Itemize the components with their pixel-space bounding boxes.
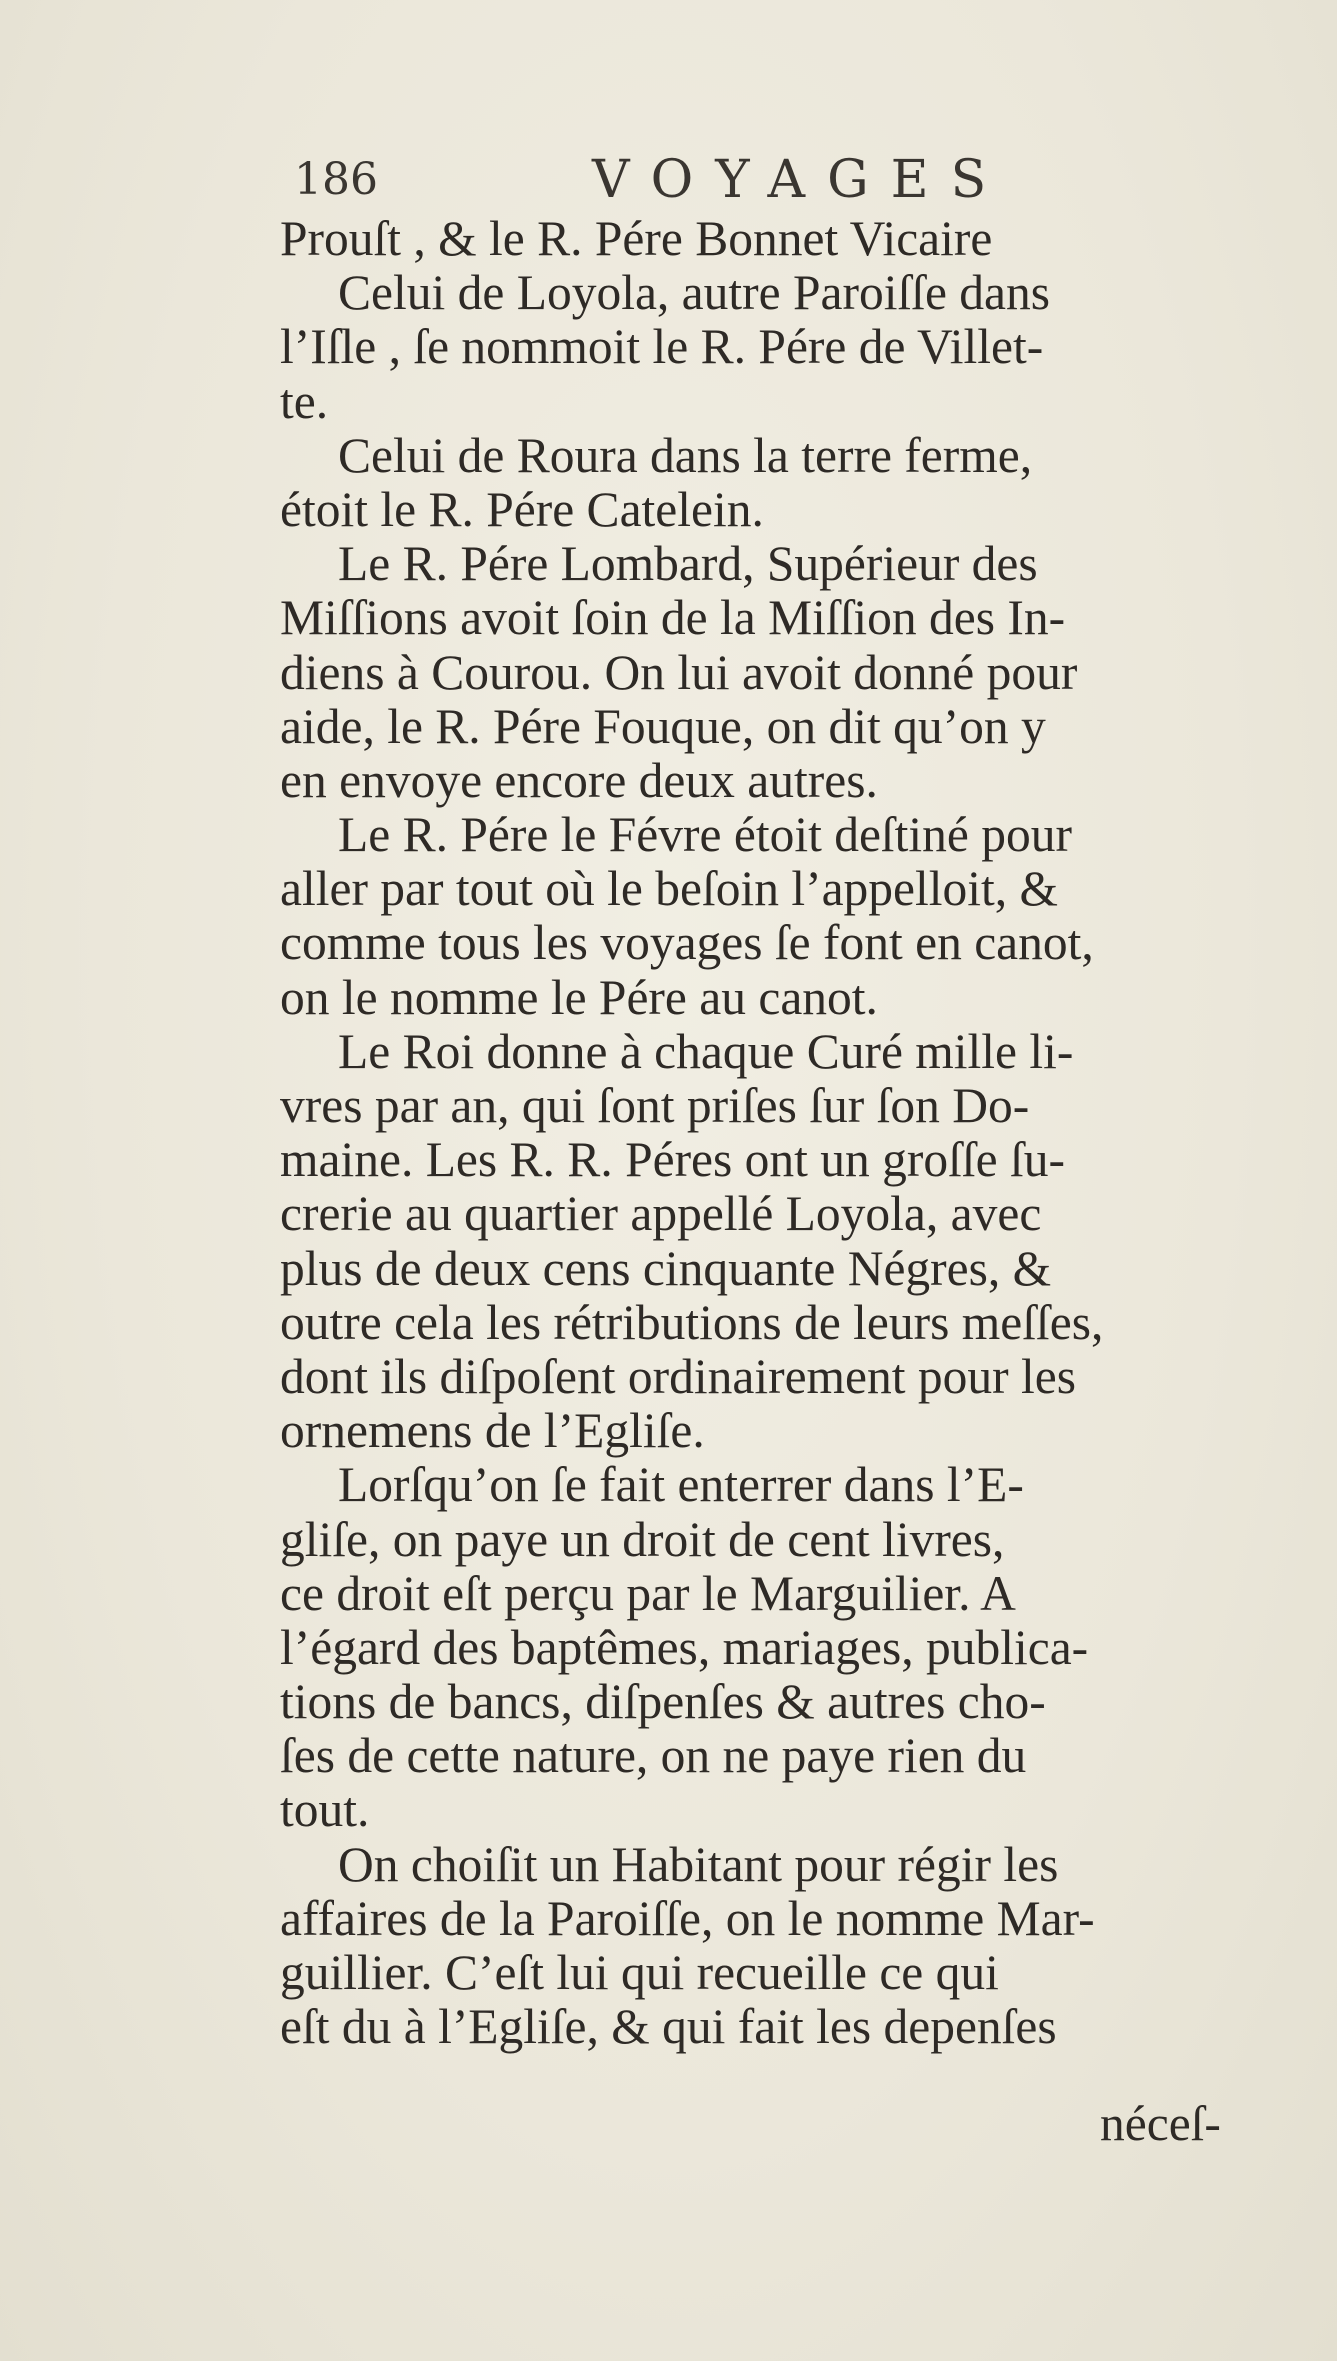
text-line: crerie au quartier appellé Loyola, avec — [280, 1186, 1042, 1242]
text-line: étoit le R. Pére Catelein. — [280, 481, 764, 537]
text-line: dont ils diſpoſent ordinairement pour les — [280, 1348, 1076, 1404]
text-line: aller par tout où le beſoin l’appelloit, & — [280, 861, 1059, 917]
text-line: gliſe, on paye un droit de cent livres, — [280, 1511, 1005, 1567]
text-line: affaires de la Paroiſſe, on le nomme Mar- — [280, 1890, 1095, 1946]
text-line: Celui de Roura dans la terre ferme, — [338, 427, 1033, 483]
text-line: plus de deux cens cinquante Négres, & — [280, 1240, 1052, 1296]
text-line: comme tous les voyages ſe font en canot, — [280, 915, 1094, 971]
text-line: l’égard des baptêmes, mariages, publica- — [280, 1619, 1089, 1675]
text-line: Miſſions avoit ſoin de la Miſſion des In- — [280, 590, 1066, 646]
text-line: Le R. Pére Lombard, Supérieur des — [338, 536, 1038, 592]
text-line: aide, le R. Pére Fouque, on dit qu’on y — [280, 698, 1046, 754]
text-line: tout. — [280, 1782, 370, 1838]
text-line: vres par an, qui ſont priſes ſur ſon Do- — [280, 1078, 1030, 1133]
text-line: maine. Les R. R. Péres ont un groſſe ſu- — [280, 1132, 1065, 1188]
catchword: néceſ- — [1100, 2096, 1221, 2151]
text-line: on le nomme le Pére au canot. — [280, 969, 878, 1025]
text-line: Le R. Pére le Févre étoit deſtiné pour — [338, 807, 1073, 863]
page-header — [282, 150, 1042, 210]
page-number: 186 — [294, 154, 378, 205]
text-line: guillier. C’eſt lui qui recueille ce qui — [280, 1945, 999, 2000]
text-line: tions de bancs, diſpenſes & autres cho- — [280, 1674, 1046, 1730]
text-line: ſes de cette nature, on ne paye rien du — [280, 1728, 1027, 1784]
text-line: en envoye encore deux autres. — [280, 752, 878, 808]
text-line: Lorſqu’on ſe fait enterrer dans l’E- — [338, 1457, 1024, 1513]
text-line: On choiſit un Habitant pour régir les — [338, 1836, 1059, 1892]
body-text — [280, 212, 1240, 2054]
text-line: Celui de Loyola, autre Paroiſſe dans — [338, 265, 1051, 321]
running-title: VOYAGES — [592, 150, 1009, 210]
text-line: te. — [280, 373, 329, 429]
text-line: ornemens de l’Egliſe. — [280, 1403, 705, 1459]
text-line: outre cela les rétributions de leurs meſſes, — [280, 1294, 1104, 1350]
text-line: eſt du à l’Egliſe, & qui fait les depenſes — [280, 1999, 1057, 2055]
text-line: Le Roi donne à chaque Curé mille li- — [338, 1023, 1074, 1079]
text-line: Prouſt , & le R. Pére Bonnet Vicaire — [280, 211, 993, 266]
text-line: diens à Courou. On lui avoit donné pour — [280, 644, 1078, 700]
text-line: l’Iſle , ſe nommoit le R. Pére de Villet- — [280, 319, 1044, 375]
text-line: ce droit eſt perçu par le Marguilier. A — [280, 1565, 1016, 1621]
